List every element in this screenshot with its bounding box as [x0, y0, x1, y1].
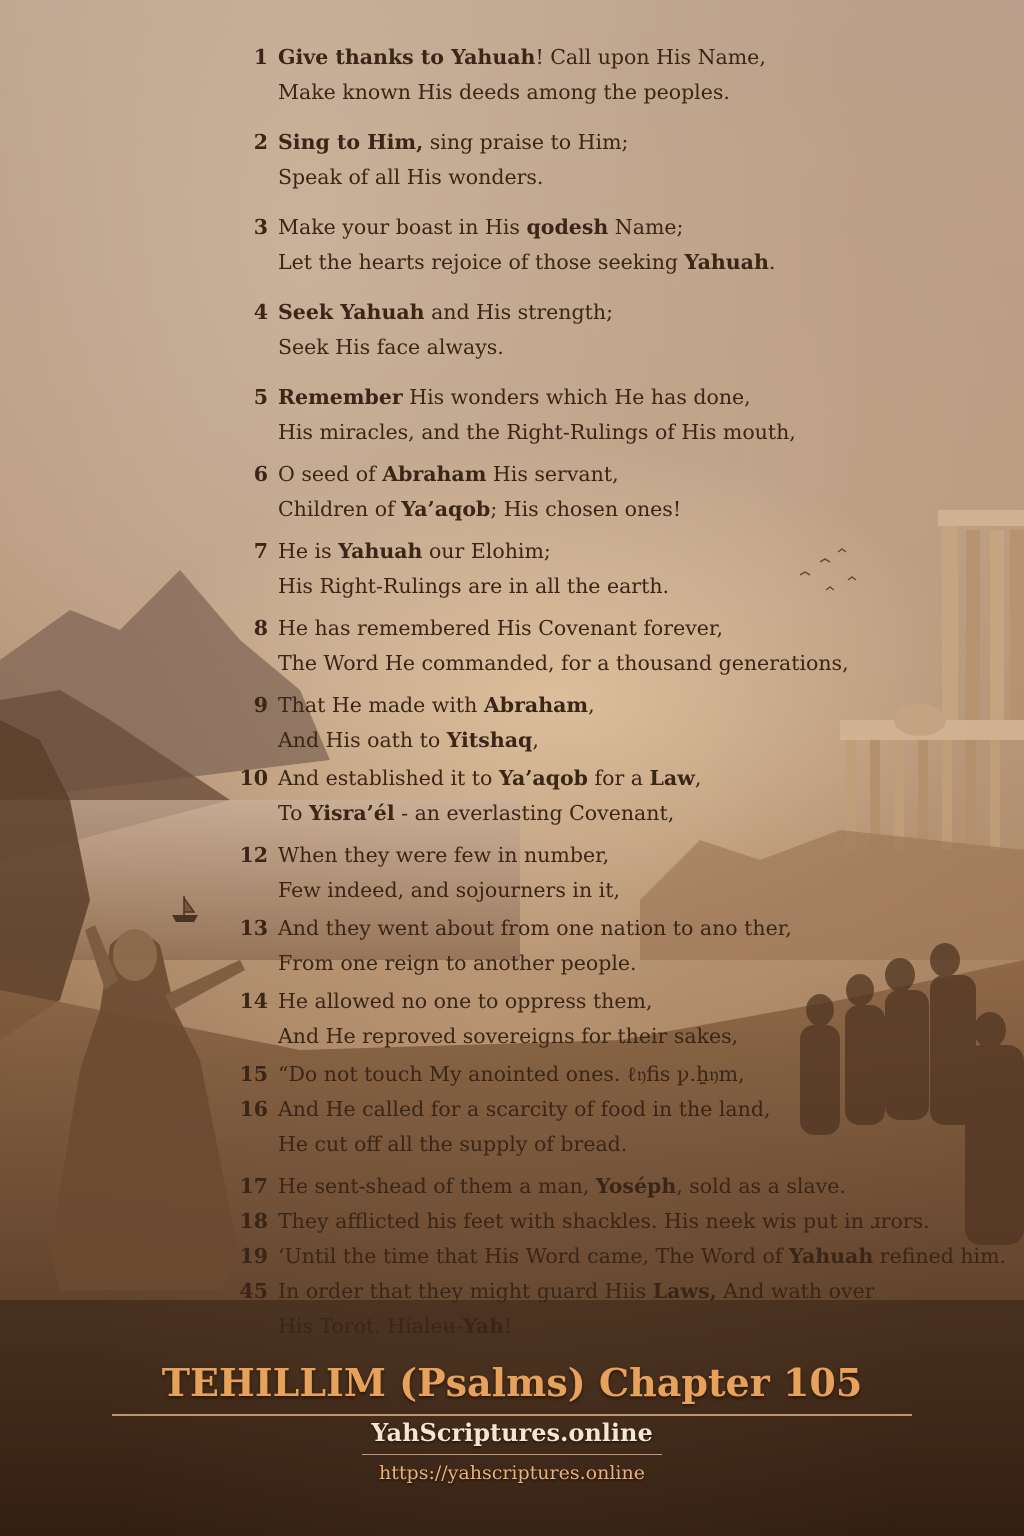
emphasized-text: Yoséph: [595, 1174, 677, 1198]
verse-line: [232, 125, 1002, 160]
verse-line: [232, 646, 1002, 681]
verse-text: To: [278, 801, 309, 825]
verse-line: [232, 984, 1002, 1019]
verse-number: 4: [253, 300, 268, 324]
verse-text: He sent-shead of them a man,: [278, 1174, 596, 1198]
verse-text: And they went about from one nation to ano ther,: [278, 916, 792, 940]
verse-number: 10: [239, 766, 268, 790]
verse-text: Make your boast in His: [278, 215, 527, 239]
verse: [232, 210, 1002, 280]
verse-number: 5: [253, 385, 268, 409]
chapter-title: TEHILLIM (Psalms) Chapter 105: [161, 1360, 863, 1405]
verse-text: His wonders which He has done,: [402, 385, 751, 409]
verse-line: [232, 1057, 1002, 1092]
verse-text: He cut off all the supply of bread.: [278, 1132, 628, 1156]
verse: [232, 838, 1002, 908]
verse-text: When they were few in number,: [278, 843, 610, 867]
verse-text: ; His chosen ones!: [490, 497, 682, 521]
verse: [232, 380, 1002, 450]
verse-line: [232, 761, 1002, 796]
emphasized-text: Ya’aqob: [401, 497, 491, 521]
emphasized-text: Yahuah: [338, 539, 423, 563]
verse-text: And established it to: [278, 766, 499, 790]
verse-line: [232, 911, 1002, 946]
verse-line: [232, 380, 1002, 415]
emphasized-text: Abraham: [382, 462, 487, 486]
divider-bottom: [362, 1454, 662, 1455]
verse: [232, 457, 1002, 527]
verse-text: From one reign to another people.: [278, 951, 637, 975]
verse: [232, 295, 1002, 365]
verse: [232, 1204, 1002, 1239]
verse-number: 1: [253, 45, 268, 69]
verse-line: [232, 723, 1002, 758]
emphasized-text: Yahuah: [451, 45, 536, 69]
verse-number: 19: [239, 1244, 268, 1268]
verse-number: 45: [239, 1279, 268, 1303]
verse-line: [232, 1092, 1002, 1127]
verse-text: ! Call upon His Name,: [535, 45, 766, 69]
emphasized-text: Give thanks to: [278, 45, 452, 69]
verse: [232, 1169, 1002, 1204]
verse-text: - an everlasting Covenant,: [394, 801, 675, 825]
verse-text: And He called for a scarcity of food in the land,: [278, 1097, 771, 1121]
verse-text: ,: [532, 728, 539, 752]
verse-text: Speak of all His wonders.: [278, 165, 544, 189]
emphasized-text: Yahuah: [340, 300, 425, 324]
verse-line: [232, 75, 1002, 110]
emphasized-text: qodesh: [526, 215, 609, 239]
verse-text: O seed of: [278, 462, 383, 486]
verse-text: Name;: [608, 215, 684, 239]
verse-text: He is: [278, 539, 339, 563]
verse-text: Seek His face always.: [278, 335, 504, 359]
verse-line: [232, 796, 1002, 831]
verse: [232, 761, 1002, 831]
verse-text: , sold as a slave.: [676, 1174, 846, 1198]
verse-text: In order that they might guard Hiis: [278, 1279, 653, 1303]
site-name: YahScriptures.online: [371, 1418, 653, 1447]
verse-text: The Word He commanded, for a thousand generations,: [278, 651, 849, 675]
verse-text: Few indeed, and sojourners in it,: [278, 878, 620, 902]
verse-text: And wath over: [716, 1279, 875, 1303]
verse-text: ,: [588, 693, 595, 717]
verse-line: [232, 1309, 1002, 1344]
emphasized-text: Ya’aqob: [498, 766, 588, 790]
verse-text: His Right-Rulings are in all the earth.: [278, 574, 670, 598]
emphasized-text: Seek: [278, 300, 341, 324]
verse-line: [232, 492, 1002, 527]
verse-number: 7: [253, 539, 268, 563]
verse-text: our Elohim;: [422, 539, 551, 563]
verse-line: [232, 534, 1002, 569]
verse: [232, 611, 1002, 681]
verse-line: [232, 1239, 1007, 1274]
verse-line: [232, 210, 1002, 245]
verse-text: ‘Until the time that His Word came, The Word of: [278, 1244, 789, 1268]
verse-text: He has remembered His Covenant forever,: [278, 616, 723, 640]
emphasized-text: Yahuah: [684, 250, 769, 274]
verse-line: [232, 245, 1002, 280]
verse-text: They afflicted his feet with shackles. His neek wis put in ɹrors.: [278, 1209, 930, 1233]
emphasized-text: Yitshaq: [446, 728, 533, 752]
emphasized-text: Sing to Him,: [278, 130, 424, 154]
verse: [232, 688, 1002, 758]
emphasized-text: Law: [649, 766, 695, 790]
verse: [232, 40, 1002, 110]
emphasized-text: Yah: [462, 1314, 505, 1338]
verse-text: That He made with: [278, 693, 484, 717]
divider-top: [112, 1414, 912, 1416]
emphasized-text: Laws,: [652, 1279, 717, 1303]
verse-number: 6: [253, 462, 268, 486]
verse-line: [232, 330, 1002, 365]
verse-text: and His strength;: [424, 300, 613, 324]
verse-text: His miracles, and the Right-Rulings of His mouth,: [278, 420, 796, 444]
verse-line: [232, 569, 1002, 604]
verse-text: And He reproved sovereigns for their sakes,: [278, 1024, 739, 1048]
verse-text: “Do not touch My anointed ones. ﻿ℓ𝔶fis ꝩ.ẖ𝔶m,: [278, 1062, 745, 1086]
verse-text: for a: [588, 766, 650, 790]
verse-number: 14: [239, 989, 268, 1013]
verse-line: [232, 946, 1002, 981]
verse-text: Make known His deeds among the peoples.: [278, 80, 730, 104]
emphasized-text: Abraham: [483, 693, 589, 717]
verse-line: [232, 1127, 1002, 1162]
verse-number: 18: [239, 1209, 268, 1233]
verse-line: [232, 295, 1002, 330]
verse-number: 15: [239, 1062, 268, 1086]
verse-number: 12: [239, 843, 268, 867]
verse: [232, 911, 1002, 981]
verse-text: Let the hearts rejoice of those seeking: [278, 250, 685, 274]
verse-text: !: [504, 1314, 513, 1338]
verse-line: [232, 873, 1002, 908]
verse-text: And His oath to: [278, 728, 447, 752]
site-url[interactable]: https://yahscriptures.online: [379, 1462, 645, 1484]
verse-number: 9: [253, 693, 268, 717]
verse-number: 3: [253, 215, 268, 239]
psalm-text: [232, 40, 1007, 1344]
emphasized-text: Remember: [278, 385, 403, 409]
verse-line: [232, 1169, 1002, 1204]
verse-line: [232, 160, 1002, 195]
verse-text: His Torot. Híaleʉ-: [278, 1314, 463, 1338]
verse-text: ,: [694, 766, 702, 790]
verse: [232, 534, 1002, 604]
verse-line: [232, 40, 1002, 75]
verse-line: [232, 688, 1002, 723]
verse-number: 13: [239, 916, 268, 940]
verse: [232, 1057, 1002, 1092]
verse-number: 17: [239, 1174, 268, 1198]
verse-line: [232, 415, 1002, 450]
verse-line: [232, 838, 1002, 873]
verse-text: His servant,: [486, 462, 619, 486]
verse-text: refined him.: [873, 1244, 1007, 1268]
verse-number: 8: [253, 616, 268, 640]
verse-line: [232, 1274, 1002, 1309]
verse-text: He allowed no one to oppress them,: [278, 989, 653, 1013]
verse-line: [232, 1204, 1002, 1239]
verse-number: 2: [253, 130, 268, 154]
verse-line: [232, 457, 1002, 492]
emphasized-text: Yisra’él: [308, 801, 395, 825]
verse: [232, 1092, 1002, 1162]
verse: [232, 125, 1002, 195]
verse-line: [232, 611, 1002, 646]
verse-text: sing praise to Him;: [423, 130, 629, 154]
emphasized-text: Yahuah: [788, 1244, 874, 1268]
verse: [232, 1239, 1007, 1274]
verse: [232, 1274, 1002, 1344]
verse-number: 16: [239, 1097, 268, 1121]
verse-line: [232, 1019, 1002, 1054]
verse: [232, 984, 1002, 1054]
verse-text: Children of: [278, 497, 402, 521]
verse-text: .: [768, 250, 776, 274]
